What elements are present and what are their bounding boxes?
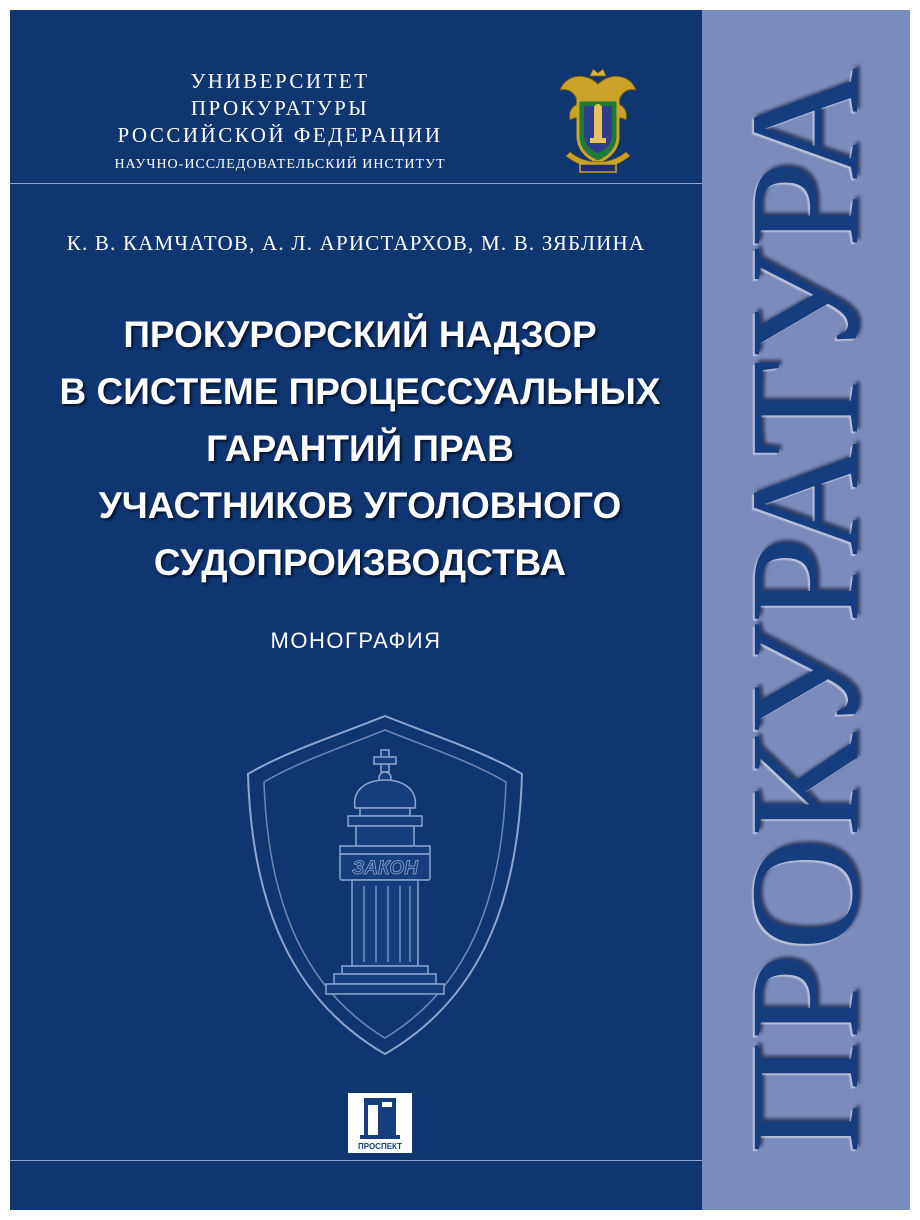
title-line: УЧАСТНИКОВ УГОЛОВНОГО [98, 485, 622, 526]
authors: К. В. КАМЧАТОВ, А. Л. АРИСТАРХОВ, М. В. ЗЯБЛИНА [66, 231, 646, 255]
publisher-logo-icon [348, 1093, 412, 1153]
book-genre: МОНОГРАФИЯ [270, 628, 442, 653]
series-title: ПРОКУРАТУРА [718, 66, 891, 1154]
book-title [30, 306, 690, 591]
eagle-crest-icon [556, 64, 640, 176]
institution-name-line-1: УНИВЕРСИТЕТ ПРОКУРАТУРЫ [190, 69, 370, 120]
title-line: В СИСТЕМЕ ПРОЦЕССУАЛЬНЫХ [59, 371, 661, 412]
title-line: СУДОПРОИЗВОДСТВА [153, 542, 567, 583]
publisher-name: ПРОСПЕКТ [357, 1142, 403, 1151]
institution-block [100, 68, 460, 176]
title-line: ПРОКУРОРСКИЙ НАДЗОР [123, 314, 597, 355]
bottom-divider [10, 1160, 702, 1161]
emblem-inscription: ЗАКОН [352, 858, 418, 879]
book-cover [10, 10, 910, 1210]
top-divider [10, 183, 702, 184]
institute-name: НАУЧНО-ИССЛЕДОВАТЕЛЬСКИЙ ИНСТИТУТ [114, 157, 446, 172]
title-line: ГАРАНТИЙ ПРАВ [206, 428, 514, 469]
prosecutor-shield-icon [240, 710, 530, 1060]
institution-name-line-2: РОССИЙСКОЙ ФЕДЕРАЦИИ [117, 123, 443, 147]
